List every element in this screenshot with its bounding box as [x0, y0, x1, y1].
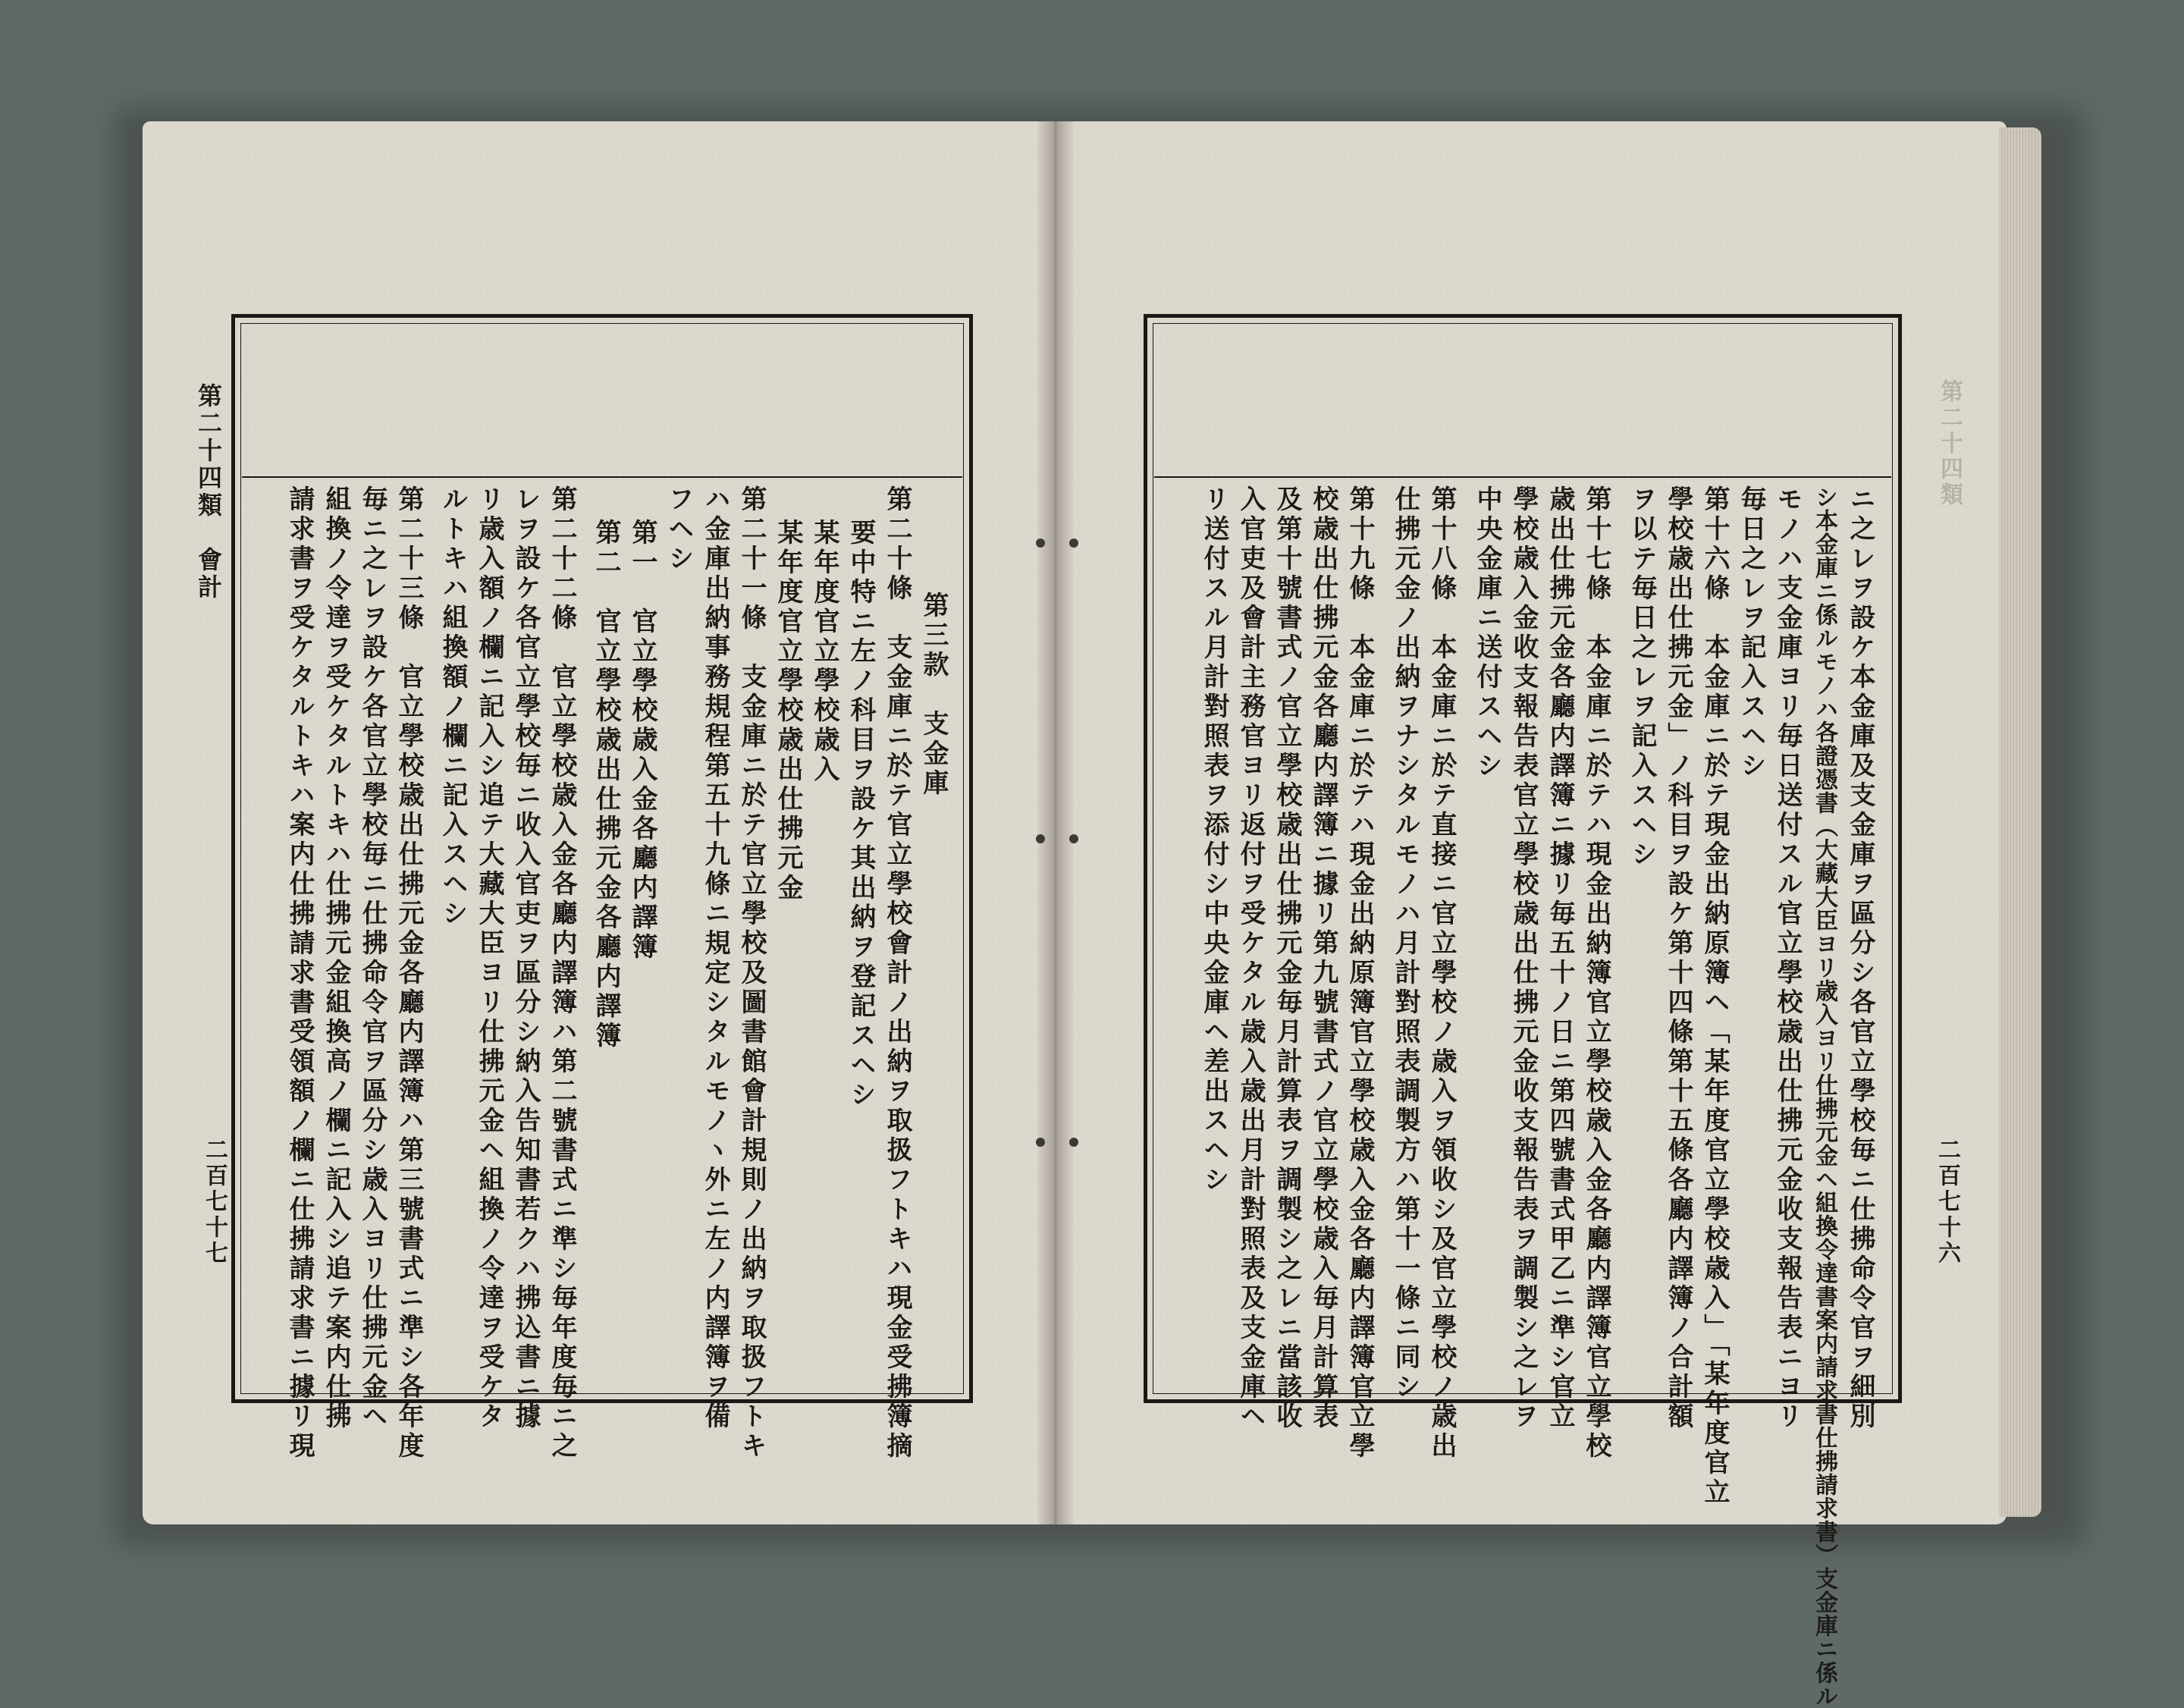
text-column: リ送付スル月計對照表ヲ添付シ中央金庫ヘ差出スヘシ: [1199, 485, 1229, 1195]
page-number-right: 二百七十六: [1934, 1138, 1960, 1267]
text-column: 歳出仕拂元金各廳内譯簿ニ據リ毎五十ノ日ニ第四號書式甲乙ニ準シ官立: [1545, 485, 1575, 1432]
text-column: ハ金庫出納事務規程第五十九條ニ規定シタルモノヽ外ニ左ノ内譯簿ヲ備: [700, 485, 730, 1432]
page-number-left: 二百七十七: [201, 1138, 228, 1267]
text-column: 組換ノ令達ヲ受ケタルトキハ仕拂元金組換高ノ欄ニ記入シ追テ案内仕拂: [321, 485, 351, 1432]
text-column: 請求書ヲ受ケタルトキハ案内仕拂請求書受領額ノ欄ニ仕拂請求書ニ據リ現: [284, 485, 315, 1462]
text-column: 學校歳入金收支報告表官立學校歳出仕拂元金收支報告表ヲ調製シ之レヲ: [1508, 485, 1539, 1432]
text-column: 毎日之レヲ記入スヘシ: [1736, 485, 1766, 781]
left-header-rule: [242, 476, 962, 478]
text-column: ニ之レヲ設ケ本金庫及支金庫ヲ區分シ各官立學校毎ニ仕拂命令官ヲ細別: [1845, 485, 1875, 1432]
text-column: フヘシ: [664, 485, 694, 574]
text-column: 學校歳出仕拂元金」ノ科目ヲ設ケ第十四條第十五條各廳内譯簿ノ合計額: [1663, 485, 1693, 1432]
text-column: 某年度官立學校歳入: [809, 519, 839, 785]
text-column: 及第十號書式ノ官立學校歳出仕拂元金毎月計算表ヲ調製シ之レニ當該收: [1272, 485, 1302, 1432]
text-column: 仕拂元金ノ出納ヲナシタルモノハ月計對照表調製方ハ第十一條ニ同シ: [1390, 485, 1420, 1402]
binding-hole: [1069, 1138, 1078, 1147]
text-column: 第十八條 本金庫ニ於テ直接ニ官立學校ノ歳入ヲ領收シ及官立學校ノ歳出: [1426, 485, 1457, 1462]
text-column: ヲ以テ毎日之レヲ記入スヘシ: [1627, 485, 1657, 870]
binding-hole: [1036, 538, 1045, 548]
right-header-rule: [1154, 476, 1891, 478]
text-column: 第十七條 本金庫ニ於テハ現金出納簿官立學校歳入金各廳内譯簿官立學校: [1581, 485, 1611, 1462]
text-column: 校歳出仕拂元金各廳内譯簿ニ據リ第九號書式ノ官立學校歳入毎月計算表: [1308, 485, 1338, 1432]
text-column: モノハ支金庫ヨリ毎日送付スル官立學校歳出仕拂元金收支報告表ニヨリ: [1772, 485, 1803, 1432]
text-column: リ歳入額ノ欄ニ記入シ追テ大藏大臣ヨリ仕拂元金ヘ組換ノ令達ヲ受ケタ: [474, 485, 504, 1432]
text-column: ルトキハ組換額ノ欄ニ記入スヘシ: [438, 485, 468, 929]
text-column: シ本金庫ニ係ルモノハ各證憑書（大藏大臣ヨリ歳入ヨリ仕拂元金ヘ組換令達書案内請求書仕拂請求書）支金庫ニ係ル: [1811, 485, 1837, 1708]
text-column: 第二十三條 官立學校歳出仕拂元金各廳内譯簿ハ第三號書式ニ準シ各年度: [394, 485, 424, 1462]
text-column: レヲ設ケ各官立學校毎ニ收入官吏ヲ區分シ納入告知書若クハ拂込書ニ據: [510, 485, 541, 1432]
page-edges: [1999, 127, 2041, 1517]
running-header-left: 第二十四類 會計: [194, 383, 223, 601]
text-column: 入官吏及會計主務官ヨリ返付ヲ受ケタル歳入歳出月計對照表及支金庫ヘ: [1235, 485, 1266, 1432]
text-column: 第一 官立學校歳入金各廳内譯簿: [627, 519, 657, 962]
text-column: 第二 官立學校歳出仕拂元金各廳内譯簿: [591, 519, 621, 1051]
text-column: 第十九條 本金庫ニ於テハ現金出納原簿官立學校歳入金各廳内譯簿官立學: [1345, 485, 1375, 1462]
binding-hole: [1036, 1138, 1045, 1147]
text-column: 第三款 支金庫: [918, 592, 949, 799]
text-column: 毎ニ之レヲ設ケ各官立學校毎ニ仕拂命令官ヲ區分シ歳入ヨリ仕拂元金ヘ: [357, 485, 388, 1432]
text-column: 第二十條 支金庫ニ於テ官立學校會計ノ出納ヲ取扱フトキハ現金受拂簿摘: [882, 485, 912, 1462]
book-gutter: [1037, 121, 1074, 1524]
binding-hole: [1069, 834, 1078, 843]
binding-hole: [1069, 538, 1078, 548]
running-header-right: 第二十四類: [1936, 379, 1963, 508]
text-column: 某年度官立學校歳出仕拂元金: [773, 519, 803, 903]
text-column: 第二十二條 官立學校歳入金各廳内譯簿ハ第二號書式ニ準シ毎年度毎ニ之: [547, 485, 577, 1462]
text-column: 第二十一條 支金庫ニ於テ官立學校及圖書館會計規則ノ出納ヲ取扱フトキ: [736, 485, 767, 1462]
text-column: 第十六條 本金庫ニ於テ現金出納原簿ヘ「某年度官立學校歳入」「某年度官立: [1699, 485, 1730, 1508]
text-column: 中央金庫ニ送付スヘシ: [1472, 485, 1502, 781]
binding-hole: [1036, 834, 1045, 843]
text-column: 要中特ニ左ノ科目ヲ設ケ其出納ヲ登記スヘシ: [846, 519, 876, 1110]
